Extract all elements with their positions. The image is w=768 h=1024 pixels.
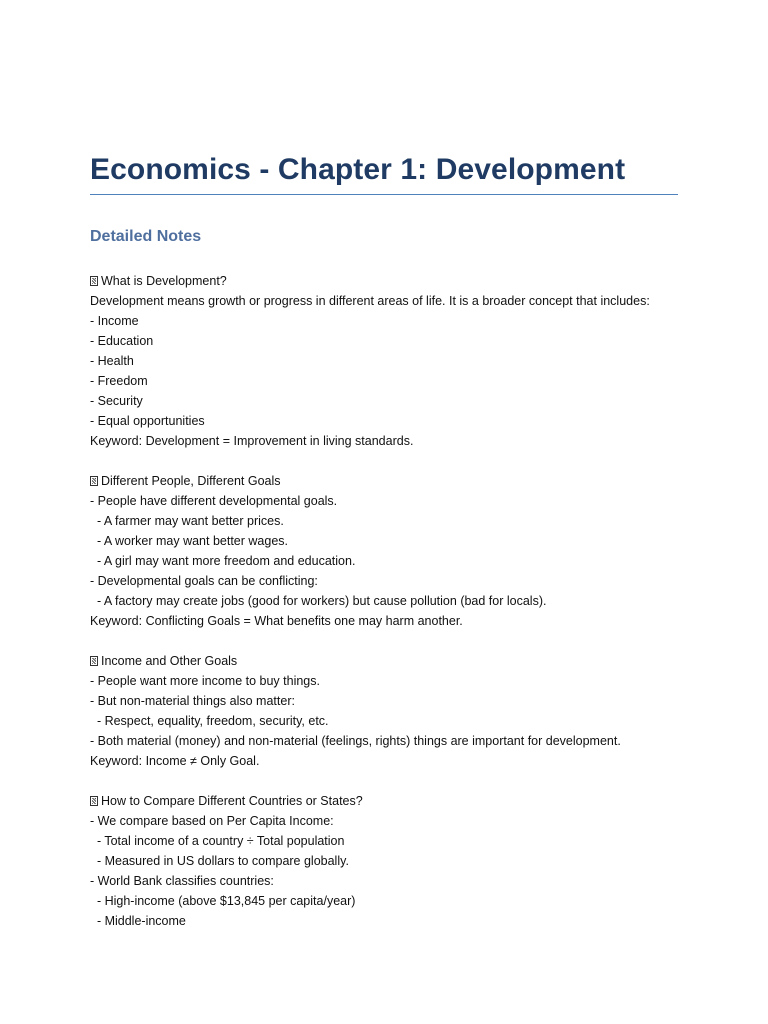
note-line: - World Bank classifies countries:	[90, 874, 274, 888]
section-heading: Detailed Notes	[90, 228, 202, 245]
keyword-line: Keyword: Income ≠ Only Goal.	[90, 754, 260, 768]
block-heading: Different People, Different Goals	[101, 474, 281, 488]
block-heading: What is Development?	[101, 274, 227, 288]
note-line: - But non-material things also matter:	[90, 694, 295, 708]
note-line: - Developmental goals can be conflicting:	[90, 574, 318, 588]
missing-glyph-icon	[90, 476, 98, 486]
keyword-line: Keyword: Development = Improvement in living standards.	[90, 434, 414, 448]
note-line: - A worker may want better wages.	[90, 534, 288, 548]
note-line: - High-income (above $13,845 per capita/year)	[90, 894, 356, 908]
missing-glyph-icon	[90, 276, 98, 286]
note-line: - A factory may create jobs (good for workers) but cause pollution (bad for locals).	[90, 594, 547, 608]
note-line: - Freedom	[90, 374, 148, 388]
note-line: - Middle-income	[90, 914, 186, 928]
note-line: - Total income of a country ÷ Total population	[90, 834, 345, 848]
note-line: - Education	[90, 334, 154, 348]
missing-glyph-icon	[90, 656, 98, 666]
note-line: - Measured in US dollars to compare globally.	[90, 854, 349, 868]
block-heading: How to Compare Different Countries or States?	[101, 794, 363, 808]
note-line: - Income	[90, 314, 139, 328]
notes-body	[90, 271, 678, 931]
note-line: - Respect, equality, freedom, security, etc.	[90, 714, 329, 728]
note-line: - Both material (money) and non-material (feelings, rights) things are important for development.	[90, 734, 621, 748]
note-line: - We compare based on Per Capita Income:	[90, 814, 334, 828]
document-page	[90, 150, 678, 931]
note-line: - A girl may want more freedom and education.	[90, 554, 356, 568]
note-line: - Health	[90, 354, 134, 368]
note-line: - People want more income to buy things.	[90, 674, 320, 688]
note-line: - Equal opportunities	[90, 414, 205, 428]
note-block	[90, 791, 678, 931]
page-title: Economics - Chapter 1: Development	[90, 150, 678, 195]
note-line: - Security	[90, 394, 143, 408]
missing-glyph-icon	[90, 796, 98, 806]
note-line: Development means growth or progress in different areas of life. It is a broader concept that includes:	[90, 294, 650, 308]
keyword-line: Keyword: Conflicting Goals = What benefits one may harm another.	[90, 614, 463, 628]
note-block	[90, 651, 678, 771]
note-block	[90, 471, 678, 631]
spacer	[90, 451, 678, 471]
note-block	[90, 271, 678, 451]
spacer	[90, 771, 678, 791]
note-line: - People have different developmental goals.	[90, 494, 338, 508]
block-heading: Income and Other Goals	[101, 654, 238, 668]
spacer	[90, 631, 678, 651]
note-line: - A farmer may want better prices.	[90, 514, 284, 528]
